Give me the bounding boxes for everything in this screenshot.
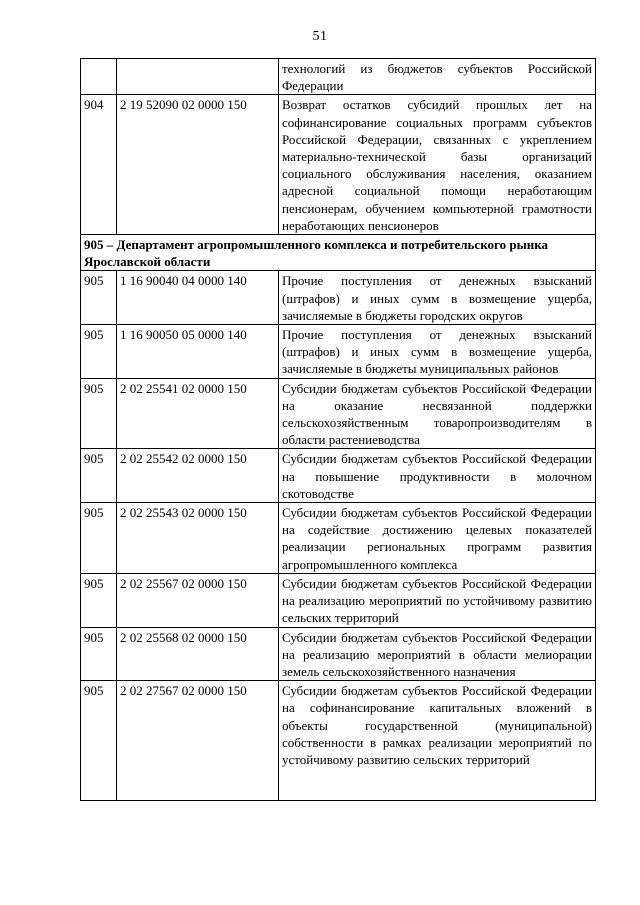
revenue-code-cell: 2 02 25568 02 0000 150 (117, 627, 279, 681)
description-cell: Субсидии бюджетам субъектов Российской Федерации на реализацию мероприятий в области мелиорации земель сельскохозяйственного назначения (279, 627, 596, 681)
page-number: 51 (312, 29, 328, 44)
description-cell: Субсидии бюджетам субъектов Российской Федерации на оказание несвязанной поддержки сельскохозяйственным товаропроизводителям в области растениеводства (279, 378, 596, 449)
admin-code-cell: 905 (81, 681, 117, 801)
department-header-row (81, 235, 596, 271)
admin-code-cell (81, 59, 117, 95)
table-row (81, 573, 596, 627)
description-cell: Прочие поступления от денежных взысканий (штрафов) и иных сумм в возмещение ущерба, зачисляемые в бюджеты городских округов (279, 271, 596, 325)
admin-code-cell: 905 (81, 573, 117, 627)
description-cell: технологий из бюджетов субъектов Российской Федерации (279, 59, 596, 95)
revenue-code-cell: 2 02 25567 02 0000 150 (117, 573, 279, 627)
admin-code-cell: 905 (81, 271, 117, 325)
table-row (81, 378, 596, 449)
table-row (81, 627, 596, 681)
table-row (81, 681, 596, 801)
admin-code-cell: 905 (81, 503, 117, 574)
table-row (81, 503, 596, 574)
description-cell: Субсидии бюджетам субъектов Российской Федерации на содействие достижению целевых показателей реализации региональных программ развития агропромышленного комплекса (279, 503, 596, 574)
admin-code-cell: 905 (81, 449, 117, 503)
revenue-codes-table (80, 58, 596, 801)
admin-code-cell: 905 (81, 378, 117, 449)
table-row (81, 449, 596, 503)
table-row (81, 271, 596, 325)
description-cell: Возврат остатков субсидий прошлых лет на софинансирование социальных программ субъектов Российской Федерации, связанных с укреплением материально-технической базы организаций социального обслуживания населения, оказанием адресной социальной помощи неработающим пенсионерам, обучением компьютерной грамотности неработающих пенсионеров (279, 95, 596, 235)
revenue-code-cell: 1 16 90050 05 0000 140 (117, 325, 279, 379)
description-cell: Прочие поступления от денежных взысканий (штрафов) и иных сумм в возмещение ущерба, зачисляемые в бюджеты муниципальных районов (279, 325, 596, 379)
revenue-code-cell: 2 02 25541 02 0000 150 (117, 378, 279, 449)
description-cell: Субсидии бюджетам субъектов Российской Федерации на реализацию мероприятий по устойчивому развитию сельских территорий (279, 573, 596, 627)
table-row (81, 95, 596, 235)
department-title: 905 – Департамент агропромышленного комплекса и потребительского рынка Ярославской области (81, 235, 596, 271)
revenue-code-cell (117, 59, 279, 95)
revenue-code-cell: 2 02 27567 02 0000 150 (117, 681, 279, 801)
revenue-code-cell: 2 02 25542 02 0000 150 (117, 449, 279, 503)
table-row (81, 325, 596, 379)
description-cell: Субсидии бюджетам субъектов Российской Федерации на повышение продуктивности в молочном скотоводстве (279, 449, 596, 503)
admin-code-cell: 905 (81, 325, 117, 379)
revenue-code-cell: 2 19 52090 02 0000 150 (117, 95, 279, 235)
admin-code-cell: 905 (81, 627, 117, 681)
table-row (81, 59, 596, 95)
revenue-code-cell: 2 02 25543 02 0000 150 (117, 503, 279, 574)
revenue-code-cell: 1 16 90040 04 0000 140 (117, 271, 279, 325)
description-cell: Субсидии бюджетам субъектов Российской Федерации на софинансирование капитальных вложений в объекты государственной (муниципальной) собственности в рамках реализации мероприятий по устойчивому развитию сельских территорий (279, 681, 596, 801)
admin-code-cell: 904 (81, 95, 117, 235)
